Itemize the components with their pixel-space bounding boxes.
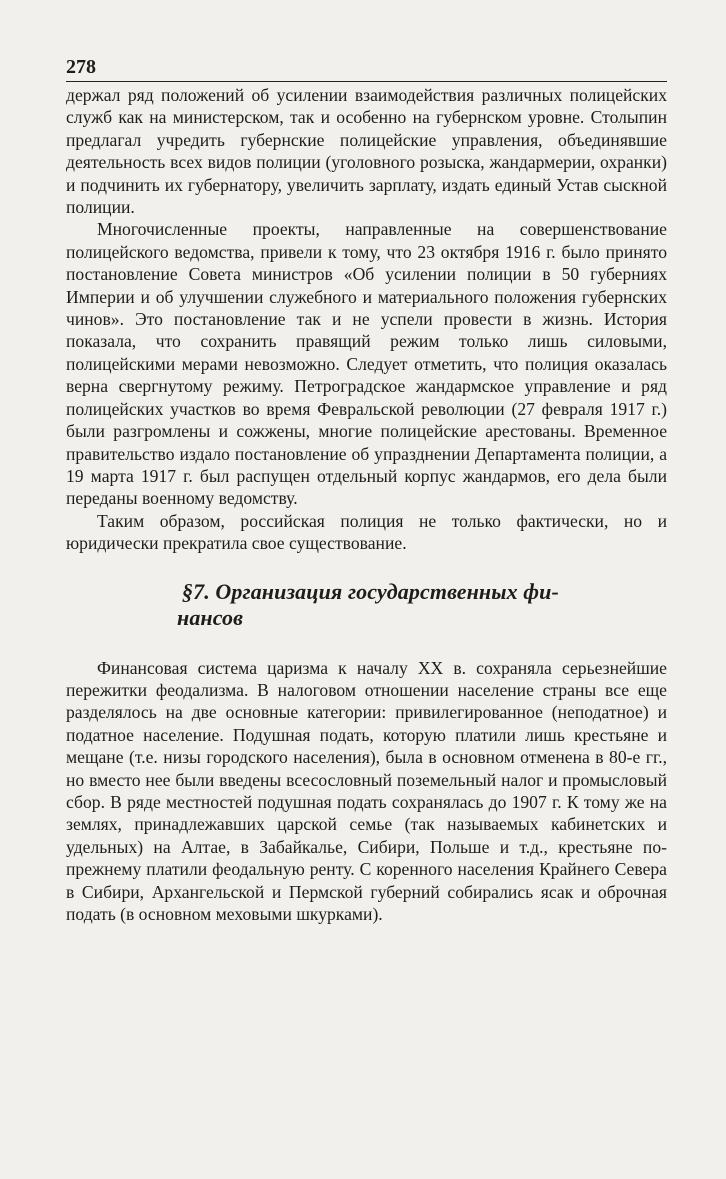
- section-heading: [66, 579, 667, 631]
- header-rule: [66, 81, 667, 82]
- page-number: 278: [66, 56, 96, 78]
- book-page: [66, 54, 667, 925]
- paragraph-top-1: держал ряд положений об усилении взаимодействия различных полицейских служб как на министерском, так и особенно на губернском уровне. Столыпин предлагал учредить губернские полицейские управления, объединявшие деятельность всех видов полиции (уголовного розыска, жандармерии, охранки) и подчинить их губернатору, увеличить зарплату, издать единый Устав сыскной полиции.: [66, 85, 667, 218]
- paragraph-bottom-1: Финансовая система царизма к началу XX в. сохраняла серьезнейшие пережитки феодализма. В налоговом отношении население страны все еще разделялось на две основные категории: привилегированное (неподатное) и податное население. Подушная подать, которую платили лишь крестьяне и мещане (т.е. низы городского населения), была в основном отменена в 80-е гг., но вместо нее были введены всесословный поземельный налог и промысловый сбор. В ряде местностей подушная подать сохранялась до 1907 г. К тому же на землях, принадлежавших царской семье (так называемых кабинетских и удельных) на Алтае, в Забайкалье, Сибири, Польше и т.д., крестьяне по-прежнему платили феодальную ренту. С коренного населения Крайнего Севера в Сибири, Архангельской и Пермской губерний собирались ясак и оброчная подать (в основном меховыми шкурками).: [66, 657, 667, 924]
- section-heading-line1: §7. Организация государственных фи-: [182, 578, 559, 604]
- paragraph-top-2: Многочисленные проекты, направленные на совершенствование полицейского ведомства, привели к тому, что 23 октября 1916 г. было принято постановление Совета министров «Об усилении полиции в 50 губерниях Империи и об улучшении служебного и материального положения губернских чинов». Это постановление так и не успели провести в жизнь. История показала, что сохранить правящий режим только лишь силовыми, полицейскими мерами невозможно. Следует отметить, что полиция оказалась верна свергнутому режиму. Петроградское жандармское управление и ряд полицейских участков во время Февральской революции (27 февраля 1917 г.) были разгромлены и сожжены, многие полицейские арестованы. Временное правительство издало постановление об упразднении Департамента полиции, а 19 марта 1917 г. был распущен отдельный корпус жандармов, его дела были переданы военному ведомству.: [66, 219, 667, 509]
- paragraph-top-3: Таким образом, российская полиция не только фактически, но и юридически прекратила свое существование.: [66, 510, 667, 554]
- section-heading-line2: нансов: [177, 604, 244, 630]
